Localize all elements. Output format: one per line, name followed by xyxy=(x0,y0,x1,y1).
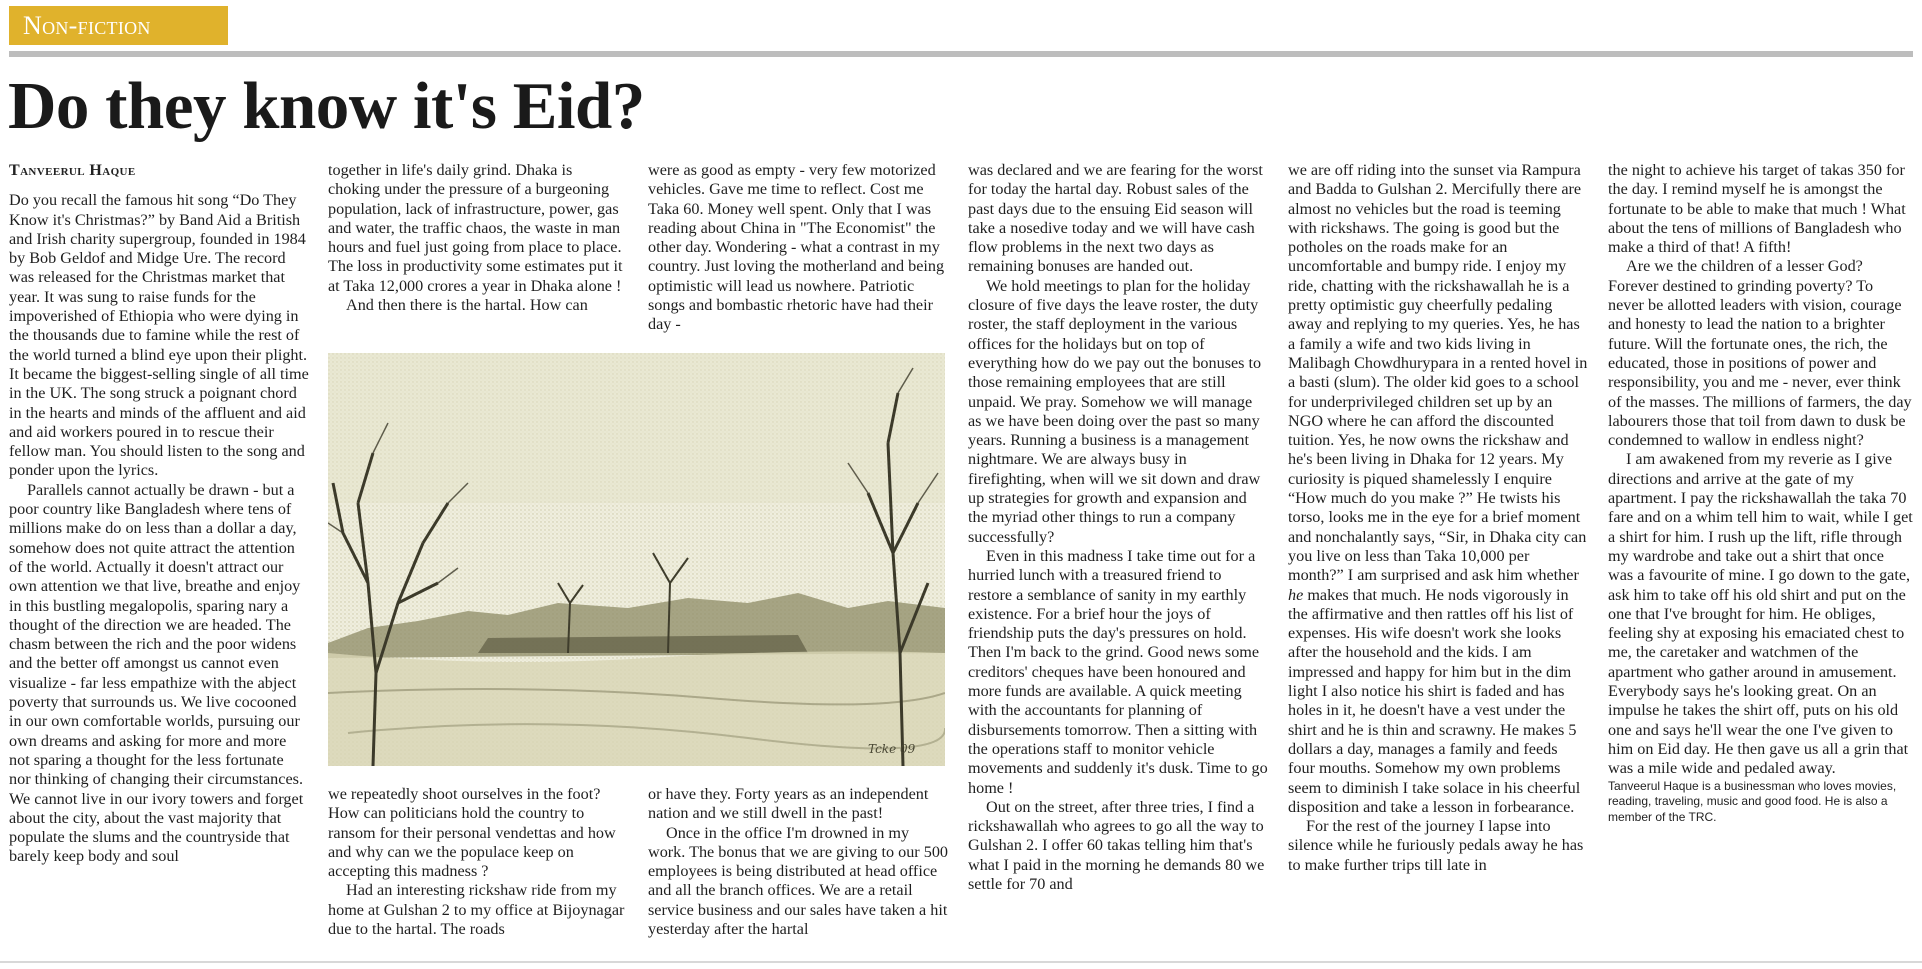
paragraph: together in life's daily grind. Dhaka is choking under the pressure of a burgeoning population, lack of infrastructure, power, gas and water, the traffic chaos, the waste in man hours and fuel just going from place to place. The loss in productivity some estimates put it at Taka 12,000 crores a year in Dhaka alone ! xyxy=(328,161,623,295)
article-column-4 xyxy=(968,161,1268,894)
paragraph: Once in the office I'm drowned in my work. The bonus that we are giving to our 500 employees is being distributed at head office and all the branch offices. We are a retail service business and our sales have taken a hit yesterday after the hartal xyxy=(648,823,949,939)
paragraph: For the rest of the journey I lapse into silence while he furiously pedals away he has to make further trips till late in xyxy=(1288,817,1584,874)
article-column-3-top xyxy=(648,161,948,335)
header-rule xyxy=(9,51,1913,57)
footer-rule xyxy=(0,961,1922,963)
landscape-sketch-illustration xyxy=(328,353,945,766)
paragraph: Had an interesting rickshaw ride from my home at Gulshan 2 to my office at Bijoynagar due to the hartal. The roads xyxy=(328,881,625,939)
paragraph: Are we the children of a lesser God? Forever destined to grinding poverty? To never be allotted leaders with vision, courage and honesty to lead the nation to a brighter future. Will the fortunate ones, the rich, the educated, those in positions of power and responsibility, you and me - never, ever think of the masses. The millions of farmers, the day labourers those that toil from dawn to dusk be condemned to wallow in endless night? xyxy=(1608,257,1912,450)
article-column-5 xyxy=(1288,161,1588,875)
article-column-3-bottom xyxy=(648,785,948,939)
headline: Do they know it's Eid? xyxy=(8,69,645,143)
article-column-1 xyxy=(9,161,309,867)
paragraph: were as good as empty - very few motorized vehicles. Gave me time to reflect. Cost me Taka 60. Money well spent. Only that I was reading about China in "The Economist" the other day. Wondering - what a contrast in my country. Just loving the motherland and being optimistic will lead us nowhere. Patriotic songs and bombastic rhetoric have had their day - xyxy=(648,161,945,334)
paragraph: And then there is the hartal. How can xyxy=(346,296,588,315)
paragraph: or have they. Forty years as an independent nation and we still dwell in the past! xyxy=(648,785,929,823)
article-column-6 xyxy=(1608,161,1913,825)
paragraph: the night to achieve his target of takas 350 for the day. I remind myself he is amongst the fortunate to be able to make that much ! What about the tens of millions of Bangladesh who make a third of that! A fifth! xyxy=(1608,161,1906,257)
paragraph: I am awakened from my reverie as I give directions and arrive at the gate of my apartment. I pay the rickshawallah the taka 70 fare and on a whim tell him to wait, while I get a shirt for him. I rush up the lift, rifle through my wardrobe and take out a shirt that once was a favourite of mine. I go down to the gate, ask him to take off his old shirt and put on the one that I've brought for him. He obliges, feeling shy at exposing his emaciated chest to me, the caretaker and watchmen of the apartment who gather around in amusement. Everybody says he's looking great. On an impulse he takes the shirt off, puts on his old one and says he'll wear the one I've given to him on Eid day. He then gave us all a grin that was a mile wide and pedaled away. xyxy=(1608,450,1913,778)
paragraph: was declared and we are fearing for the worst for today the hartal day. Robust sales of the past days due to the ensuing Eid season will take a nosedive today and we will have cash flow problems in the next two days as remaining bonuses are handed out. xyxy=(968,161,1263,276)
article-column-2-top xyxy=(328,161,628,315)
paragraph: Out on the street, after three tries, I find a rickshawallah who agrees to go all the way to Gulshan 2. I offer 60 takas telling him that's what I paid in the morning he demands 80 we settle for 70 and xyxy=(968,797,1265,893)
section-label: Non-fiction xyxy=(9,6,228,45)
paragraph: Even in this madness I take time out for a hurried lunch with a treasured friend to restore a semblance of sanity in my earthly existence. For a brief hour the joys of friendship puts the day's pressures on hold. Then I'm back to the grind. Good news some creditors' cheques have been honoured and more funds are available. A quick meeting with the accountants for planning of disbursements tomorrow. Then a sitting with the operations staff to monitor vehicle movements and suddenly it's dusk. Time to go home ! xyxy=(968,546,1268,797)
sketch-signature: Tcke 09 xyxy=(868,742,916,756)
author-bio: Tanveerul Haque is a businessman who loves movies, reading, traveling, music and good food. He is also a member of the TRC. xyxy=(1608,778,1897,824)
paragraph: We hold meetings to plan for the holiday closure of five days the leave roster, the duty roster, the staff deployment in the various offices for the holidays but on top of everything how do we pay out the bonuses to those remaining employees that are still unpaid. We pray. Somehow we will manage as we have been doing over the past so many years. Running a business is a management nightmare. We are always busy in firefighting, when will we sit down and draw up strategies for growth and expansion and the myriad other things to run a company successfully? xyxy=(968,276,1262,546)
article-column-2-bottom xyxy=(328,785,630,939)
paragraph: we repeatedly shoot ourselves in the foot? How can politicians hold the country to ransom for their personal vendettas and how and why can we the populace keep on accepting this madness ? xyxy=(328,785,616,881)
paragraph: Parallels cannot actually be drawn - but a poor country like Bangladesh where tens of millions make do on less than a dollar a day, somehow does not quite attract the attention of the world. Actually it doesn't attract our own attention we that live, breathe and enjoy in this bustling megalopolis, sparing nary a thought of the direction we are headed. The chasm between the rich and the poor widens and the better off amongst us cannot even visualize - far less empathize with the abject poverty that surrounds us. We live cocooned in our own comfortable worlds, pursuing our own dreams and asking for more and more not sparing a thought for the less fortunate nor thinking of changing their circumstances. We cannot live in our ivory towers and forget about the city, about the vast majority that populate the slums and the countryside that barely keep body and soul xyxy=(9,480,304,866)
byline: Tanveerul Haque xyxy=(9,162,136,179)
paragraph: Do you recall the famous hit song “Do They Know it's Christmas?” by Band Aid a British and Irish charity supergroup, founded in 1984 by Bob Geldof and Midge Ure. The record was released for the Christmas market that year. It was sung to raise funds for the impoverished of Ethiopia who were dying in the thousands due to famine while the rest of the world turned a blind eye upon their plight. It became the biggest-selling single of all time in the UK. The song struck a poignant chord in the hearts and minds of the affluent and aid and aid workers poured in to rescue their fellow man. You should listen to the song and ponder upon the lyrics. xyxy=(9,191,309,480)
paragraph: we are off riding into the sunset via Rampura and Badda to Gulshan 2. Mercifully there are almost no vehicles but the road is teeming with rickshaws. The going is good but the potholes on the roads make for an uncomfortable and bumpy ride. I enjoy my ride, chatting with the rickshawallah he is a pretty optimistic guy cheerfully pedaling away and replying to my queries. Yes, he has a family a wife and two kids living in Malibagh Chowdhurypara in a rented hovel in a basti (slum). The older kid goes to a school for underprivileged children set up by an NGO where he can afford the discounted tuition. Yes, he now owns the rickshaw and he's been living in Dhaka for 12 years. My curiosity is piqued shamelessly I enquire “How much do you make ?” He twists his torso, looks me in the eye for a brief moment and nonchalantly says, “Sir, in Dhaka city can you live on less than Taka 10,000 per month?” I am surprised and ask him whether he makes that much. He nods vigorously in the affirmative and then rattles off his list of expenses. His wife doesn't work she looks after the household and the kids. I am impressed and happy for him but in the dim light I also notice his shirt is faded and has holes in it, he doesn't have a vest under the shirt and he is thin and scrawny. He makes 5 dollars a day, manages a family and feeds four mouths. Somehow my own problems seem to diminish I take solace in his cheerful disposition and take a lesson in forbearance. xyxy=(1288,161,1588,816)
